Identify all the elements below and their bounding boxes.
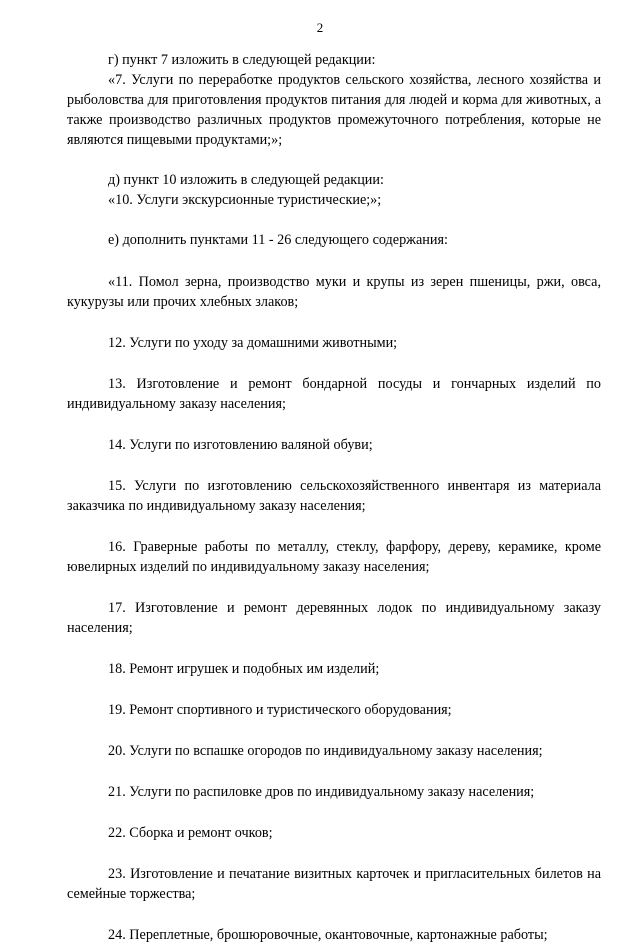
- paragraph-item-22: 22. Сборка и ремонт очков;: [108, 825, 273, 841]
- paragraph-amendment-d: д) пункт 10 изложить в следующей редакции:: [108, 172, 384, 188]
- paragraph-item-19: 19. Ремонт спортивного и туристического оборудования;: [108, 702, 452, 718]
- document-body: [67, 50, 601, 945]
- paragraph-item-10: «10. Услуги экскурсионные туристические;»;: [108, 192, 382, 208]
- paragraph-amendment-g: г) пункт 7 изложить в следующей редакции:: [108, 52, 376, 68]
- paragraph-item-17: 17. Изготовление и ремонт деревянных лодок по индивидуальному заказу населения;: [67, 600, 601, 636]
- paragraph-item-13: 13. Изготовление и ремонт бондарной посуды и гончарных изделий по индивидуальному заказу населения;: [67, 376, 601, 412]
- paragraph-item-23: 23. Изготовление и печатание визитных карточек и пригласительных билетов на семейные торжества;: [67, 866, 601, 902]
- paragraph-amendment-e: е) дополнить пунктами 11 - 26 следующего содержания:: [108, 232, 448, 248]
- paragraph-item-15: 15. Услуги по изготовлению сельскохозяйственного инвентаря из материала заказчика по индивидуальному заказу населения;: [67, 478, 601, 514]
- paragraph-item-21: 21. Услуги по распиловке дров по индивидуальному заказу населения;: [108, 784, 535, 800]
- page-number: 2: [316, 20, 324, 35]
- paragraph-item-16: 16. Граверные работы по металлу, стеклу, фарфору, дереву, керамике, кроме ювелирных изделий по индивидуальному заказу населения;: [67, 539, 601, 575]
- paragraph-item-18: 18. Ремонт игрушек и подобных им изделий;: [108, 661, 380, 677]
- paragraph-item-20: 20. Услуги по вспашке огородов по индивидуальному заказу населения;: [108, 743, 543, 759]
- paragraph-item-7: «7. Услуги по переработке продуктов сельского хозяйства, лесного хозяйства и рыболовства для приготовления продуктов питания для людей и корма для животных, а также производство различных продуктов промежуточного потребления, которые не являются пищевыми продуктами;»;: [67, 72, 601, 148]
- paragraph-item-11: «11. Помол зерна, производство муки и крупы из зерен пшеницы, ржи, овса, кукурузы или прочих хлебных злаков;: [67, 274, 601, 310]
- paragraph-item-24: 24. Переплетные, брошюровочные, окантовочные, картонажные работы;: [108, 927, 548, 943]
- paragraph-item-12: 12. Услуги по уходу за домашними животными;: [108, 335, 398, 351]
- paragraph-item-14: 14. Услуги по изготовлению валяной обуви;: [108, 437, 373, 453]
